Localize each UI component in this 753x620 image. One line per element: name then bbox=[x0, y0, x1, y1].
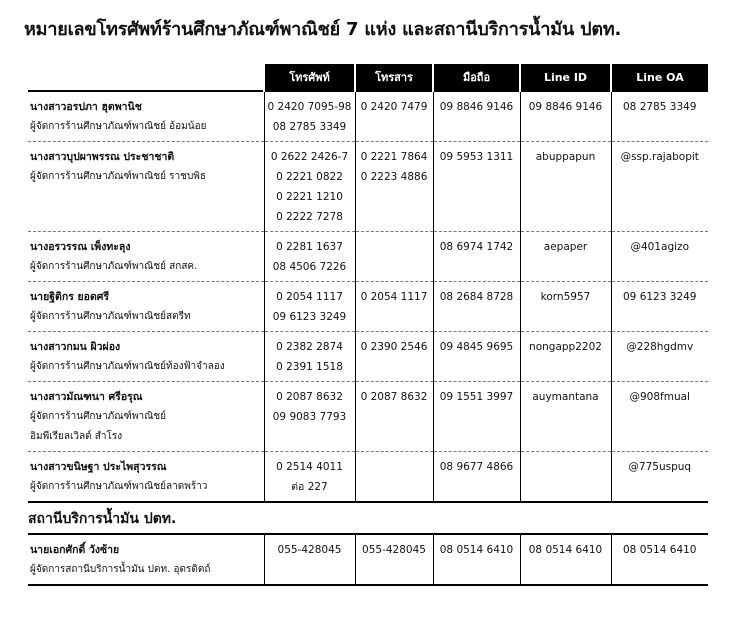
mobile-value: 09 8846 9146 bbox=[439, 101, 514, 113]
header-line-id: Line ID bbox=[520, 64, 611, 91]
cell-fax bbox=[355, 232, 433, 282]
contact-name: นางสาวมัณฑนา ศรีอรุณ bbox=[30, 391, 143, 403]
header-line-oa: Line OA bbox=[611, 64, 708, 91]
line-oa-value: @401agizo bbox=[630, 241, 689, 253]
cell-line-oa bbox=[611, 232, 708, 282]
cell-line-id bbox=[520, 534, 611, 585]
line-id-value: 09 8846 9146 bbox=[528, 101, 603, 113]
cell-mobile bbox=[433, 534, 520, 585]
cell-tel bbox=[264, 452, 355, 503]
tel-value: 0 2514 4011 bbox=[276, 461, 343, 473]
cell-fax bbox=[355, 91, 433, 142]
cell-tel bbox=[264, 382, 355, 452]
line-id-value: korn5957 bbox=[540, 291, 591, 303]
table-body bbox=[28, 91, 708, 585]
line-id-value: nongapp2202 bbox=[529, 341, 602, 353]
tel-value: 0 2054 1117 bbox=[276, 291, 343, 303]
header-mobile: มือถือ bbox=[433, 64, 520, 91]
tel-value: 08 2785 3349 bbox=[272, 121, 347, 133]
tel-value: 0 2420 7095-98 bbox=[267, 101, 352, 113]
fax-value: 0 2223 4886 bbox=[360, 171, 428, 183]
cell-tel bbox=[264, 142, 355, 232]
cell-line-id bbox=[520, 232, 611, 282]
cell-line-id bbox=[520, 332, 611, 382]
contact-name: นางสาวบุปผาพรรณ ประชาชาติ bbox=[30, 151, 175, 163]
contact-name: นางสาวขนิษฐา ประไพสุวรรณ bbox=[30, 461, 167, 473]
cell-line-oa bbox=[611, 142, 708, 232]
cell-tel bbox=[264, 232, 355, 282]
mobile-value: 09 5953 1311 bbox=[439, 151, 514, 163]
section-title: สถานีบริการน้ำมัน ปตท. bbox=[28, 502, 708, 534]
tel-value: 0 2382 2874 bbox=[276, 341, 343, 353]
line-oa-value: 08 2785 3349 bbox=[623, 101, 697, 113]
table-row bbox=[28, 142, 708, 232]
cell-mobile bbox=[433, 382, 520, 452]
fax-value: 0 2087 8632 bbox=[360, 391, 428, 403]
tel-value: 0 2221 1210 bbox=[276, 191, 343, 203]
contact-name: นางอรวรรณ เพ็งทะลุง bbox=[30, 241, 131, 253]
contact-cell bbox=[28, 142, 264, 232]
line-oa-value: @ssp.rajabopit bbox=[620, 151, 699, 163]
tel-value: ต่อ 227 bbox=[291, 481, 328, 493]
tel-value: 0 2222 7278 bbox=[276, 211, 343, 223]
contact-cell bbox=[28, 232, 264, 282]
cell-tel bbox=[264, 332, 355, 382]
cell-line-oa bbox=[611, 382, 708, 452]
table-row bbox=[28, 91, 708, 142]
contact-role: ผู้จัดการสถานีบริการน้ำมัน ปตท. อุดรดิตถ์ bbox=[30, 564, 211, 575]
cell-line-id bbox=[520, 452, 611, 503]
contact-role: ผู้จัดการร้านศึกษาภัณฑ์พาณิชย์ bbox=[30, 411, 166, 422]
cell-line-id bbox=[520, 282, 611, 332]
cell-fax bbox=[355, 282, 433, 332]
contact-table bbox=[28, 64, 708, 586]
cell-fax bbox=[355, 534, 433, 585]
cell-tel bbox=[264, 534, 355, 585]
tel-value: 0 2087 8632 bbox=[276, 391, 343, 403]
cell-mobile bbox=[433, 91, 520, 142]
line-id-value: auymantana bbox=[532, 391, 599, 403]
line-oa-value: @908fmual bbox=[629, 391, 690, 403]
contact-cell bbox=[28, 91, 264, 142]
contact-name: นายฐิติกร ยอดศรี bbox=[30, 291, 110, 303]
table-row bbox=[28, 452, 708, 503]
contact-cell bbox=[28, 332, 264, 382]
fax-value: 0 2221 7864 bbox=[360, 151, 428, 163]
tel-value: 0 2391 1518 bbox=[276, 361, 343, 373]
cell-mobile bbox=[433, 332, 520, 382]
cell-mobile bbox=[433, 282, 520, 332]
contact-role: อิมพีเรียลเวิลด์ สำโรง bbox=[30, 431, 123, 442]
header-blank bbox=[28, 64, 264, 91]
cell-line-oa bbox=[611, 534, 708, 585]
header-fax: โทรสาร bbox=[355, 64, 433, 91]
mobile-value: 08 6974 1742 bbox=[439, 241, 514, 253]
table-header-row bbox=[28, 64, 708, 91]
cell-line-oa bbox=[611, 282, 708, 332]
contact-name: นายเอกศักดิ์ วังซ้าย bbox=[30, 544, 120, 556]
contact-cell bbox=[28, 452, 264, 503]
mobile-value: 09 1551 3997 bbox=[439, 391, 514, 403]
table-row bbox=[28, 282, 708, 332]
cell-line-oa bbox=[611, 91, 708, 142]
cell-line-id bbox=[520, 142, 611, 232]
cell-line-id bbox=[520, 91, 611, 142]
contact-role: ผู้จัดการร้านศึกษาภัณฑ์พาณิชย์ลาดพร้าว bbox=[30, 481, 208, 492]
tel-value: 09 9083 7793 bbox=[272, 411, 347, 423]
cell-fax bbox=[355, 142, 433, 232]
line-id-value: 08 0514 6410 bbox=[528, 544, 603, 556]
table-row bbox=[28, 332, 708, 382]
tel-value: 08 4506 7226 bbox=[272, 261, 347, 273]
cell-fax bbox=[355, 452, 433, 503]
mobile-value: 09 4845 9695 bbox=[439, 341, 514, 353]
cell-tel bbox=[264, 282, 355, 332]
line-id-value: abuppapun bbox=[535, 151, 596, 163]
contact-name: นางสาวอรปภา ฮุตพานิช bbox=[30, 101, 142, 113]
contact-cell bbox=[28, 282, 264, 332]
contact-role: ผู้จัดการร้านศึกษาภัณฑ์พาณิชย์ท้องฟ้าจำลอง bbox=[30, 361, 225, 372]
tel-value: 0 2281 1637 bbox=[276, 241, 343, 253]
mobile-value: 08 0514 6410 bbox=[439, 544, 514, 556]
section-row bbox=[28, 502, 708, 534]
tel-value: 09 6123 3249 bbox=[272, 311, 347, 323]
tel-value: 055-428045 bbox=[277, 544, 342, 556]
contact-name: นางสาวกมน ผิวผ่อง bbox=[30, 341, 121, 353]
cell-tel bbox=[264, 91, 355, 142]
line-oa-value: @775uspuq bbox=[628, 461, 692, 473]
contact-role: ผู้จัดการร้านศึกษาภัณฑ์พาณิชย์สตรีท bbox=[30, 311, 191, 322]
fax-value: 0 2054 1117 bbox=[360, 291, 428, 303]
contact-role: ผู้จัดการร้านศึกษาภัณฑ์พาณิชย์ ราชบพิธ bbox=[30, 171, 206, 182]
mobile-value: 08 9677 4866 bbox=[439, 461, 514, 473]
cell-mobile bbox=[433, 452, 520, 503]
cell-line-oa bbox=[611, 332, 708, 382]
table-row bbox=[28, 232, 708, 282]
fax-value: 0 2420 7479 bbox=[360, 101, 428, 113]
table-row bbox=[28, 382, 708, 452]
line-oa-value: 09 6123 3249 bbox=[623, 291, 697, 303]
tel-value: 0 2622 2426-7 bbox=[270, 151, 349, 163]
tel-value: 0 2221 0822 bbox=[276, 171, 343, 183]
line-id-value: aepaper bbox=[543, 241, 588, 253]
contact-role: ผู้จัดการร้านศึกษาภัณฑ์พาณิชย์ อ้อมน้อย bbox=[30, 121, 207, 132]
cell-fax bbox=[355, 382, 433, 452]
contact-cell bbox=[28, 382, 264, 452]
line-oa-value: 08 0514 6410 bbox=[623, 544, 697, 556]
page-title: หมายเลขโทรศัพท์ร้านศึกษาภัณฑ์พาณิชย์ 7 แห่ง และสถานีบริการน้ำมัน ปตท. bbox=[24, 19, 622, 40]
header-tel: โทรศัพท์ bbox=[264, 64, 355, 91]
fax-value: 0 2390 2546 bbox=[360, 341, 428, 353]
cell-line-id bbox=[520, 382, 611, 452]
table-row bbox=[28, 534, 708, 585]
contact-role: ผู้จัดการร้านศึกษาภัณฑ์พาณิชย์ สกสค. bbox=[30, 261, 198, 272]
line-oa-value: @228hgdmv bbox=[626, 341, 694, 353]
cell-fax bbox=[355, 332, 433, 382]
contact-cell bbox=[28, 534, 264, 585]
cell-mobile bbox=[433, 232, 520, 282]
mobile-value: 08 2684 8728 bbox=[439, 291, 514, 303]
cell-line-oa bbox=[611, 452, 708, 503]
cell-mobile bbox=[433, 142, 520, 232]
fax-value: 055-428045 bbox=[362, 544, 426, 556]
